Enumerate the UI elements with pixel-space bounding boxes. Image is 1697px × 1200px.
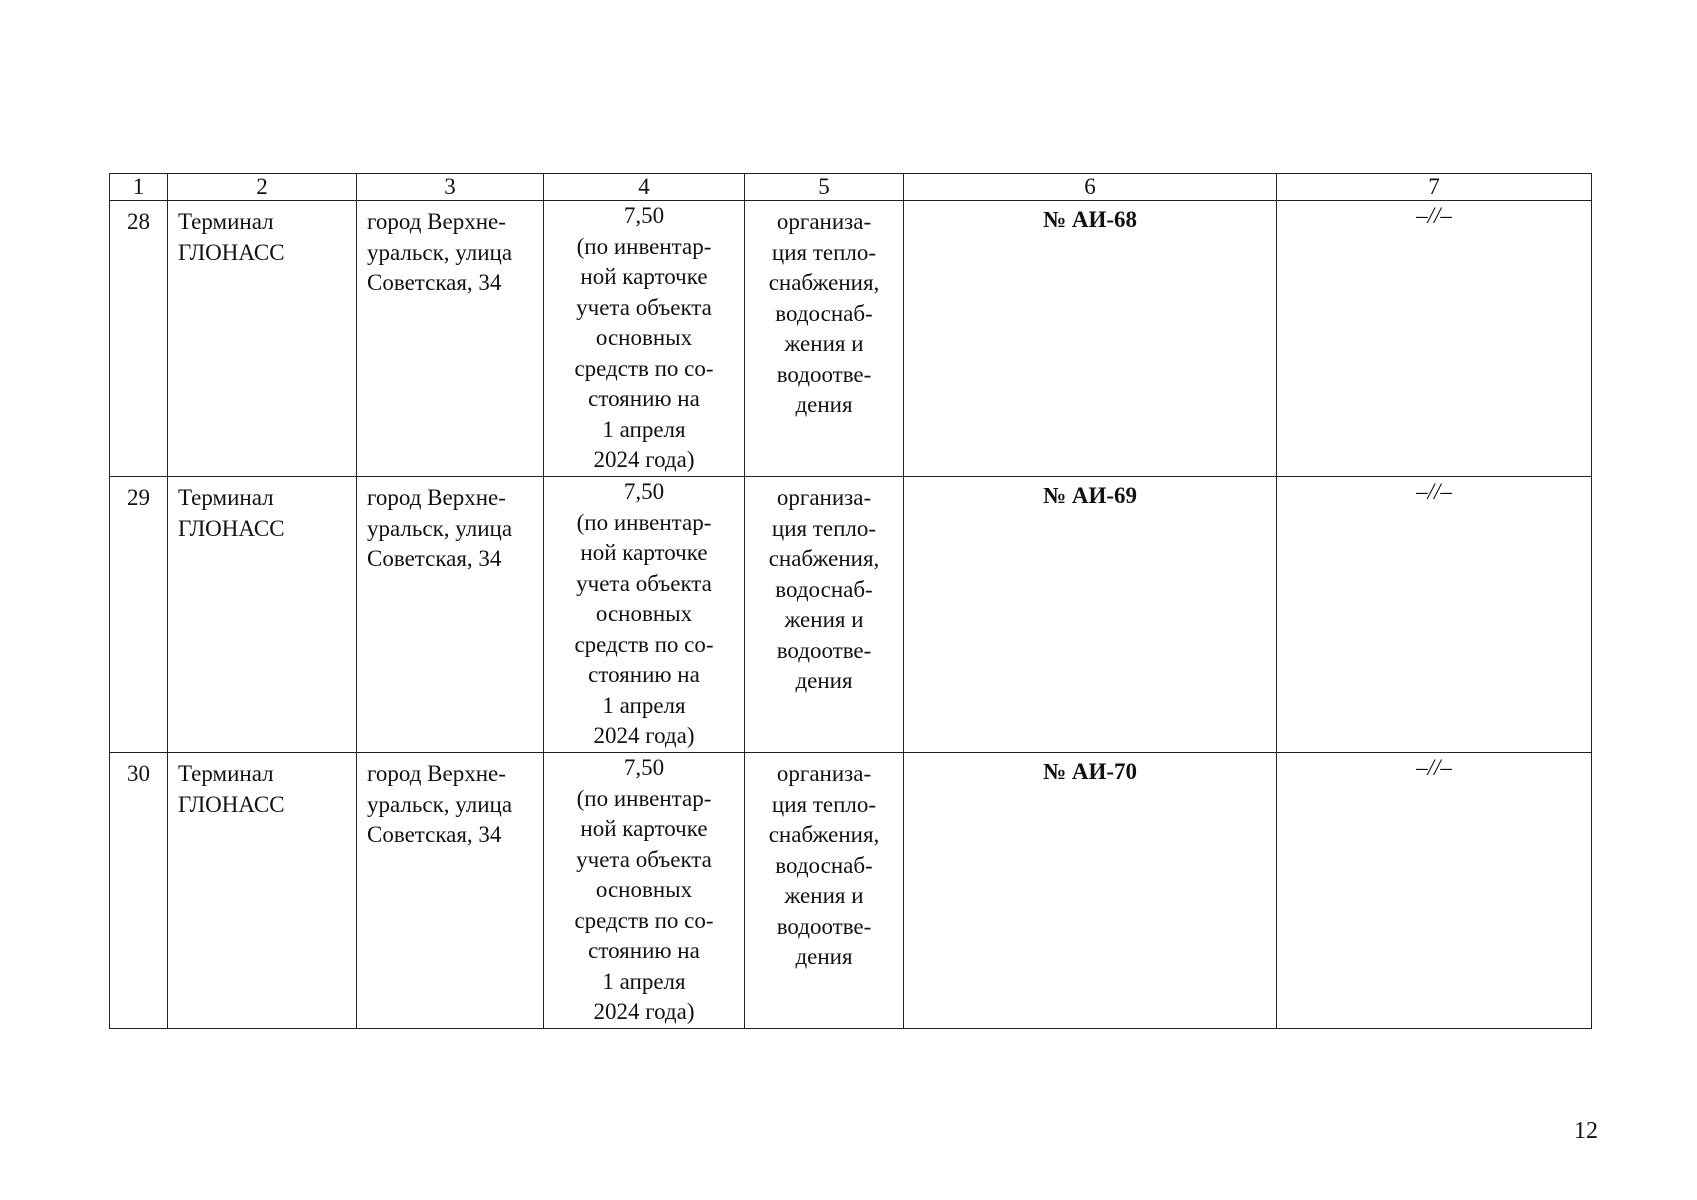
object-name [168, 753, 357, 1029]
text-line: средств по со- [574, 355, 714, 381]
text-line: уральск, улица [367, 515, 513, 541]
text-line: ГЛОНАСС [178, 515, 285, 541]
text-line: водоотве- [776, 913, 872, 939]
text-line: снабжения, [768, 546, 880, 571]
text-line: ГЛОНАСС [178, 791, 285, 817]
text-line: организа- [776, 209, 872, 234]
text-line: 7,50 [623, 755, 665, 780]
table-row [110, 201, 1592, 477]
text-line: 1 апреля [602, 968, 686, 994]
text-line: жения и [784, 331, 864, 356]
header-cell-5: 5 [745, 174, 904, 201]
text-line: (по инвентар- [576, 509, 712, 535]
text-line: учета объекта [576, 846, 712, 872]
text-line: дения [795, 944, 853, 969]
object-area [544, 201, 745, 477]
row-number: 30 [110, 753, 168, 1029]
registry-number: № АИ-70 [904, 753, 1277, 1029]
text-line: водоснаб- [775, 576, 873, 602]
text-line: снабжения, [768, 822, 880, 847]
text-line: средств по со- [574, 907, 714, 933]
text-line: Советская, 34 [367, 546, 502, 571]
text-line: ция тепло- [771, 791, 877, 817]
header-cell-2: 2 [168, 174, 357, 201]
object-name [168, 477, 357, 753]
text-line: водоотве- [776, 637, 872, 663]
text-line: водоснаб- [775, 852, 873, 878]
header-cell-3: 3 [357, 174, 544, 201]
text-line: 1 апреля [602, 416, 686, 442]
text-line: 7,50 [623, 203, 665, 228]
text-line: 2024 года) [593, 447, 695, 472]
text-line: 7,50 [623, 479, 665, 504]
text-line: организа- [776, 761, 872, 786]
text-line: ция тепло- [771, 239, 877, 265]
row-number: 28 [110, 201, 168, 477]
text-line: ной карточке [580, 264, 708, 289]
text-line: учета объекта [576, 570, 712, 596]
text-line: стоянию на [588, 662, 700, 687]
text-line: Терминал [178, 761, 274, 786]
text-line: Советская, 34 [367, 270, 502, 295]
ditto-mark: –//– [1277, 201, 1592, 477]
text-line: снабжения, [768, 270, 880, 295]
object-area [544, 753, 745, 1029]
text-line: учета объекта [576, 294, 712, 320]
header-row [110, 174, 1592, 201]
text-line: стоянию на [588, 938, 700, 963]
text-line: город Верхне- [367, 209, 506, 234]
text-line: (по инвентар- [576, 785, 712, 811]
header-cell-4: 4 [544, 174, 745, 201]
table-row [110, 477, 1592, 753]
text-line: Терминал [178, 209, 274, 234]
text-line: дения [795, 392, 853, 417]
object-purpose [745, 477, 904, 753]
ditto-mark: –//– [1277, 753, 1592, 1029]
text-line: основных [595, 877, 693, 902]
text-line: ция тепло- [771, 515, 877, 541]
object-name [168, 201, 357, 477]
text-line: Терминал [178, 485, 274, 510]
text-line: стоянию на [588, 386, 700, 411]
text-line: жения и [784, 607, 864, 632]
text-line: уральск, улица [367, 239, 513, 265]
text-line: 1 апреля [602, 692, 686, 718]
header-cell-1: 1 [110, 174, 168, 201]
object-address [357, 201, 544, 477]
text-line: ной карточке [580, 816, 708, 841]
text-line: основных [595, 325, 693, 350]
text-line: Советская, 34 [367, 822, 502, 847]
text-line: (по инвентар- [576, 233, 712, 259]
table-row [110, 753, 1592, 1029]
object-address [357, 477, 544, 753]
object-address [357, 753, 544, 1029]
registry-number: № АИ-68 [904, 201, 1277, 477]
text-line: ной карточке [580, 540, 708, 565]
registry-number: № АИ-69 [904, 477, 1277, 753]
text-line: дения [795, 668, 853, 693]
text-line: организа- [776, 485, 872, 510]
text-line: город Верхне- [367, 485, 506, 510]
text-line: водоотве- [776, 361, 872, 387]
text-line: водоснаб- [775, 300, 873, 326]
text-line: ГЛОНАСС [178, 239, 285, 265]
text-line: город Верхне- [367, 761, 506, 786]
text-line: жения и [784, 883, 864, 908]
text-line: средств по со- [574, 631, 714, 657]
text-line: 2024 года) [593, 723, 695, 748]
text-line: основных [595, 601, 693, 626]
text-line: уральск, улица [367, 791, 513, 817]
object-purpose [745, 201, 904, 477]
text-line: 2024 года) [593, 999, 695, 1024]
page-number: 12 [1574, 1118, 1598, 1144]
object-area [544, 477, 745, 753]
row-number: 29 [110, 477, 168, 753]
object-purpose [745, 753, 904, 1029]
header-cell-7: 7 [1277, 174, 1592, 201]
ditto-mark: –//– [1277, 477, 1592, 753]
header-cell-6: 6 [904, 174, 1277, 201]
property-table [109, 173, 1592, 1029]
